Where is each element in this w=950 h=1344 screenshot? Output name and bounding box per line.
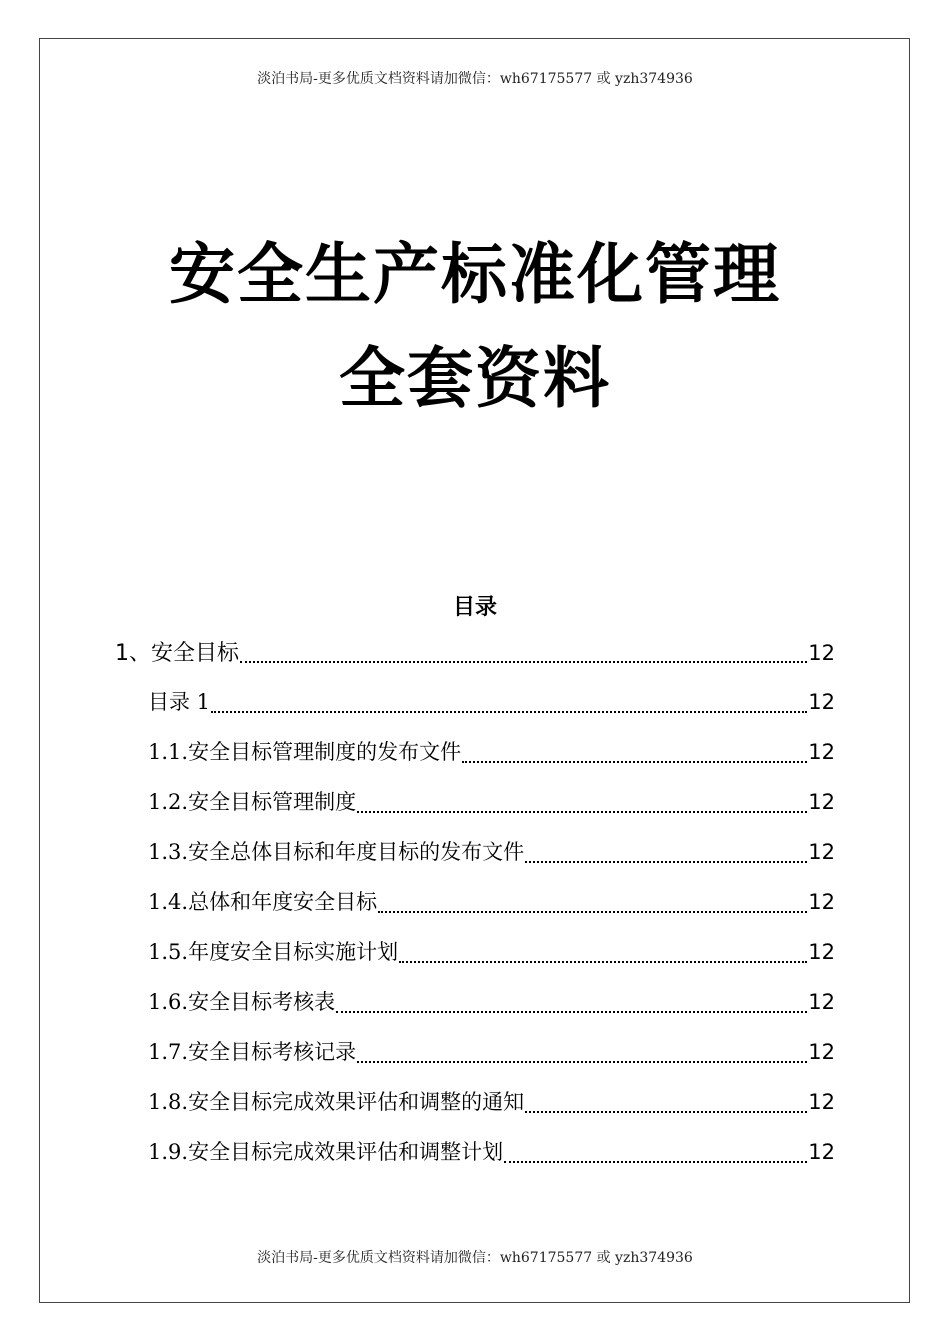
toc-entry-page: 12	[808, 940, 835, 964]
toc-entry-label: 1.3.安全总体目标和年度目标的发布文件	[148, 840, 525, 864]
toc-leader-dots	[504, 1160, 807, 1163]
toc-entry-page: 12	[808, 790, 835, 814]
toc-entry-page: 12	[808, 641, 835, 665]
toc-entry-page: 12	[808, 690, 835, 714]
toc-leader-dots	[357, 810, 807, 813]
toc-entry-1-6[interactable]	[148, 986, 835, 1020]
toc-entry-label: 1.4.总体和年度安全目标	[148, 890, 378, 914]
toc-entry-page: 12	[808, 840, 835, 864]
toc-entry-label: 1.7.安全目标考核记录	[148, 1040, 357, 1064]
toc-leader-dots	[462, 760, 807, 763]
toc-entry-page: 12	[808, 990, 835, 1014]
toc-entry-label: 1.8.安全目标完成效果评估和调整的通知	[148, 1090, 525, 1114]
toc-entry-page: 12	[808, 890, 835, 914]
footer-watermark: 淡泊书局-更多优质文档资料请加微信：wh67175577 或 yzh374936	[257, 1250, 693, 1266]
toc-leader-dots	[211, 710, 807, 713]
toc-leader-dots	[399, 960, 807, 963]
toc-entry-page: 12	[808, 1090, 835, 1114]
toc-leader-dots	[357, 1060, 807, 1063]
toc-entry-label: 1.2.安全目标管理制度	[148, 790, 357, 814]
toc-entry-label: 1.9.安全目标完成效果评估和调整计划	[148, 1140, 504, 1164]
toc-entry-page: 12	[808, 740, 835, 764]
document-title-line-1: 安全生产标准化管理	[169, 236, 781, 313]
toc-entry-page: 12	[808, 1040, 835, 1064]
toc-entry-label: 1、安全目标	[115, 641, 239, 666]
toc-leader-dots	[378, 910, 807, 913]
toc-entry-1-7[interactable]	[148, 1036, 835, 1070]
document-title-line-2: 全套资料	[339, 340, 611, 417]
toc-heading: 目录	[452, 595, 497, 620]
toc-leader-dots	[240, 660, 807, 663]
toc-entry-label: 1.1.安全目标管理制度的发布文件	[148, 740, 462, 764]
toc-entry-safety-goals[interactable]	[115, 636, 835, 670]
toc-leader-dots	[525, 1110, 807, 1113]
toc-entry-catalog-1[interactable]	[148, 686, 835, 720]
toc-entry-1-2[interactable]	[148, 786, 835, 820]
toc-entry-1-4[interactable]	[148, 886, 835, 920]
toc-entry-1-8[interactable]	[148, 1086, 835, 1120]
toc-entry-1-3[interactable]	[148, 836, 835, 870]
toc-entry-1-5[interactable]	[148, 936, 835, 970]
toc-entry-label: 目录 1	[148, 690, 211, 714]
toc-entry-page: 12	[808, 1140, 835, 1164]
toc-entry-label: 1.6.安全目标考核表	[148, 990, 336, 1014]
toc-leader-dots	[525, 860, 807, 863]
toc-entry-1-1[interactable]	[148, 736, 835, 770]
toc-entry-label: 1.5.年度安全目标实施计划	[148, 940, 399, 964]
toc-entry-1-9[interactable]	[148, 1136, 835, 1170]
toc-leader-dots	[336, 1010, 807, 1013]
header-watermark: 淡泊书局-更多优质文档资料请加微信：wh67175577 或 yzh374936	[257, 71, 693, 87]
